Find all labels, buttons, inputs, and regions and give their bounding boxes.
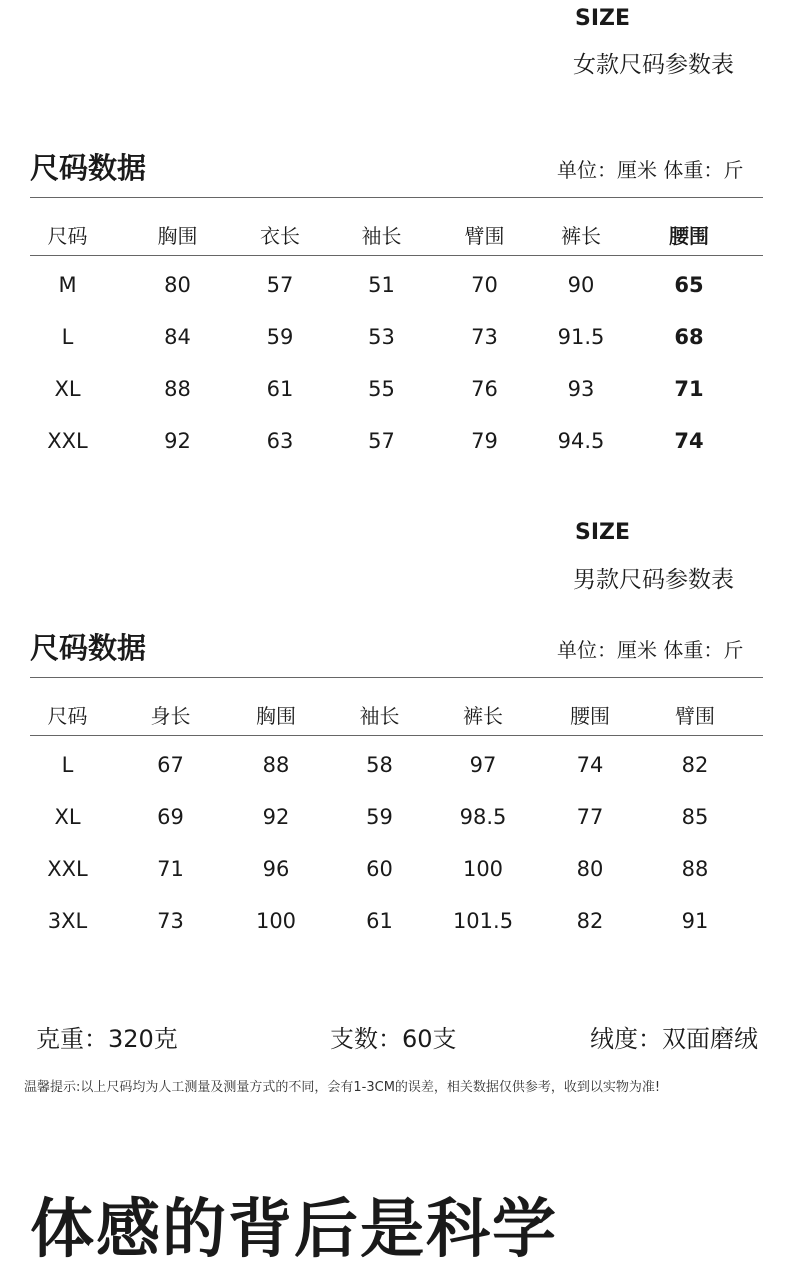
table-cell: 63 [266,429,294,453]
table-cell: 88 [164,377,191,401]
men-unit-label: 单位：厘米 体重：斤 [557,638,744,662]
table-cell: 98.5 [459,805,507,829]
table-cell: 59 [266,325,294,349]
col-header: 袖长 [361,224,402,248]
table-row [30,377,763,401]
men-size-label: SIZE [575,520,631,545]
table-cell: 71 [157,857,184,881]
table-cell: 69 [157,805,184,829]
table-cell: L [61,753,74,777]
table-cell: 80 [164,273,191,297]
table-cell: 55 [368,377,395,401]
women-size-chart-title: 女款尺码参数表 [573,52,734,78]
men-header-rule [30,735,763,736]
table-cell: 88 [262,753,290,777]
col-header: 裤长 [463,704,503,728]
col-header: 臂围 [464,224,505,248]
table-cell: 84 [164,325,191,349]
col-header: 衣长 [260,224,300,248]
col-header: 尺码 [47,704,88,728]
table-cell: 73 [157,909,184,933]
men-block-title: 尺码数据 [30,631,147,665]
table-cell: L [61,325,74,349]
col-header: 身长 [150,704,191,728]
table-cell: 82 [576,909,604,933]
table-cell: 101.5 [452,909,514,933]
col-header: 腰围 [669,224,709,248]
table-row [30,857,763,881]
table-cell: 91.5 [557,325,605,349]
women-header-rule [30,255,763,256]
table-cell: 80 [576,857,604,881]
table-cell: 93 [567,377,595,401]
col-header: 裤长 [561,224,601,248]
col-header: 袖长 [359,704,400,728]
table-cell: 71 [674,377,704,401]
table-cell: 74 [576,753,604,777]
women-size-label: SIZE [575,6,631,31]
table-cell: M [58,273,77,297]
table-cell: 65 [674,273,704,297]
table-cell: XL [54,805,81,829]
table-row [30,909,763,933]
table-row [30,805,763,829]
table-cell: 57 [368,429,395,453]
table-cell: 68 [674,325,704,349]
women-table-header [30,220,763,249]
fabric-weight-spec: 克重：320克 [36,1025,178,1053]
table-row [30,753,763,777]
table-cell: 74 [674,429,704,453]
women-unit-label: 单位：厘米 体重：斤 [557,158,744,182]
table-cell: 90 [567,273,595,297]
table-cell: XXL [47,857,88,881]
table-cell: 61 [266,377,294,401]
table-cell: 94.5 [557,429,605,453]
table-cell: 92 [262,805,290,829]
table-cell: 60 [366,857,393,881]
table-cell: 70 [471,273,498,297]
yarn-count-spec: 支数：60支 [330,1025,457,1053]
table-cell: 82 [681,753,709,777]
col-header: 臂围 [675,704,715,728]
next-section-heading: 体感的背后是科学 [30,1193,558,1267]
table-cell: 58 [366,753,393,777]
table-cell: 57 [266,273,294,297]
col-header: 腰围 [570,704,610,728]
col-header: 胸围 [256,704,296,728]
table-row [30,325,763,349]
table-cell: 77 [576,805,604,829]
men-table-header [30,700,763,729]
women-size-table [30,198,763,458]
table-cell: 61 [366,909,393,933]
men-size-chart-title: 男款尺码参数表 [573,567,734,593]
men-size-table [30,678,763,938]
table-cell: 59 [366,805,393,829]
table-cell: 92 [164,429,191,453]
table-cell: 67 [157,753,184,777]
table-cell: 73 [471,325,498,349]
table-cell: 100 [255,909,297,933]
table-cell: 91 [681,909,709,933]
table-cell: XXL [47,429,88,453]
table-cell: 96 [262,857,290,881]
table-cell: 51 [368,273,395,297]
women-block-title: 尺码数据 [30,151,147,185]
table-cell: 85 [681,805,709,829]
table-cell: 53 [368,325,395,349]
col-header: 尺码 [47,224,88,248]
measurement-disclaimer: 温馨提示:以上尺码均为人工测量及测量方式的不同，会有1-3CM的误差，相关数据仅供参考，收到以实物为准! [24,1080,661,1095]
col-header: 胸围 [157,224,198,248]
table-row [30,429,763,453]
table-cell: 88 [681,857,709,881]
table-row [30,273,763,297]
table-cell: 97 [469,753,497,777]
table-cell: 79 [471,429,498,453]
table-cell: XL [54,377,81,401]
table-cell: 76 [471,377,498,401]
velvet-spec: 绒度：双面磨绒 [590,1025,758,1053]
table-cell: 3XL [47,909,88,933]
table-cell: 100 [462,857,504,881]
